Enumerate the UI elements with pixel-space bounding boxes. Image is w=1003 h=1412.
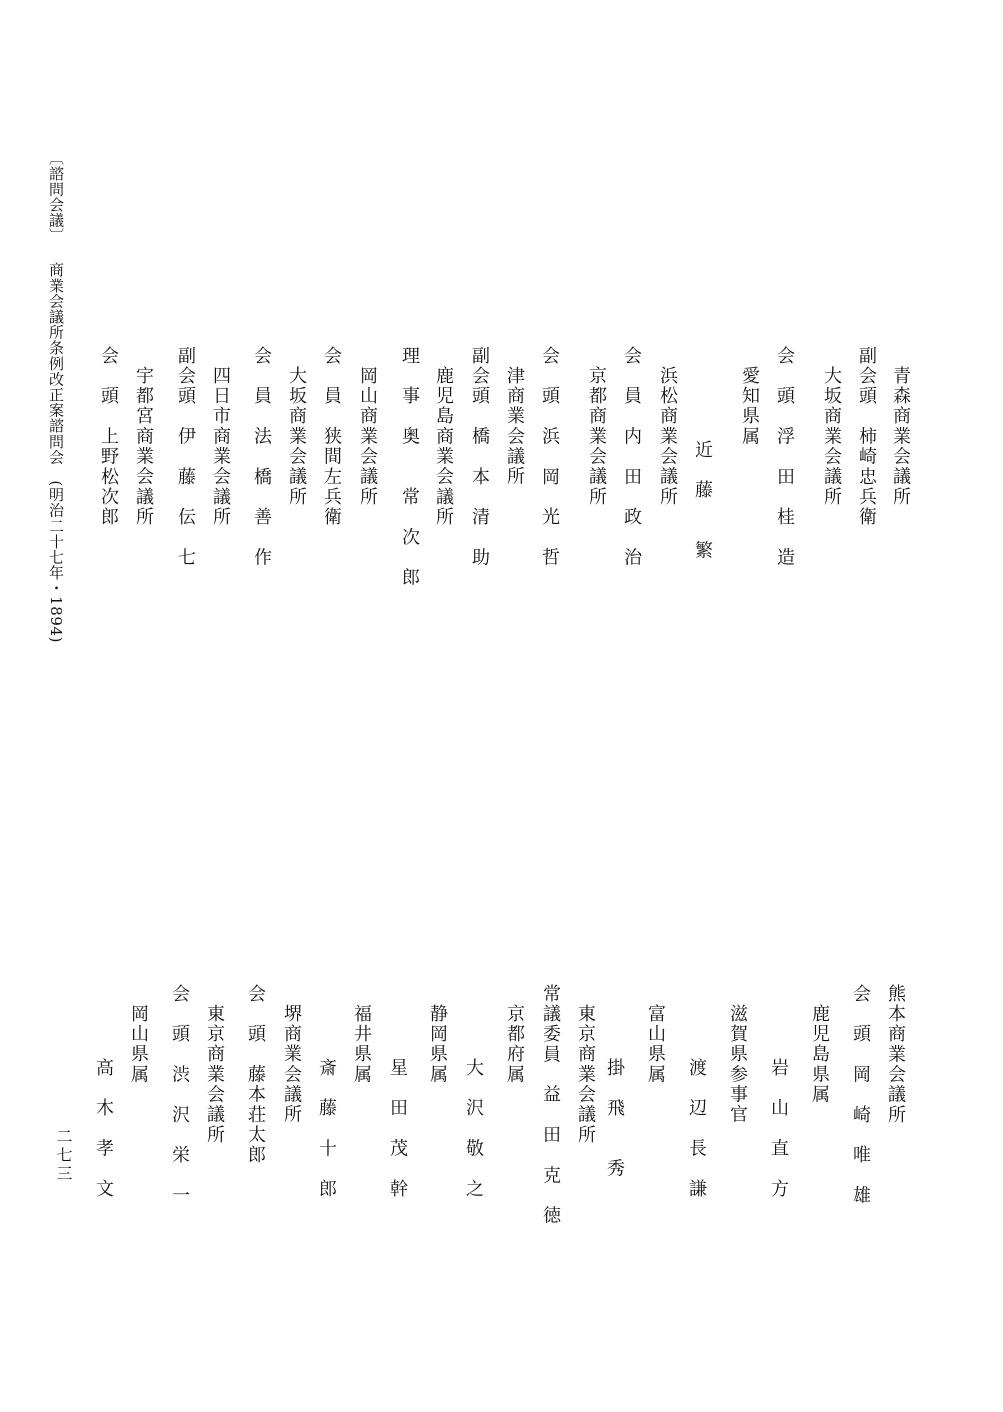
upper-column-14: 理 事 奥 常 次 郎 — [399, 346, 420, 588]
lower-column-6: 渡 辺 長 謙 — [686, 1058, 707, 1200]
upper-column-22: 会 頭 上野松次郎 — [98, 346, 119, 528]
lower-column-12: 大 沢 敬 之 — [463, 1058, 484, 1200]
lower-column-10: 常議委員 益 田 克 徳 — [540, 984, 561, 1226]
lower-column-14: 星 田 茂 幹 — [387, 1058, 408, 1200]
upper-column-9: 京都商業会議所 — [586, 366, 607, 508]
lower-column-11: 京都府属 — [504, 1004, 525, 1085]
upper-column-20: 副会頭 伊 藤 伝 七 — [175, 346, 196, 568]
lower-column-2: 会 頭 岡 崎 唯 雄 — [850, 984, 871, 1206]
lower-column-9: 東京商業会議所 — [575, 1004, 596, 1146]
upper-column-3: 大坂商業会議所 — [821, 366, 842, 508]
upper-column-4: 会 頭 浮 田 桂 造 — [774, 346, 795, 568]
upper-column-17: 大坂商業会議所 — [286, 366, 307, 508]
lower-column-3: 鹿児島県属 — [809, 1004, 830, 1105]
upper-column-13: 鹿児島商業会議所 — [433, 366, 454, 528]
upper-column-1: 青森商業会議所 — [890, 366, 911, 508]
upper-column-12: 副会頭 橋 本 清 助 — [469, 346, 490, 568]
lower-column-16: 斎 藤 十 郎 — [316, 1058, 337, 1200]
lower-column-8: 掛 飛 秀 — [604, 1058, 625, 1179]
upper-column-18: 会 員 法 橋 善 作 — [251, 346, 272, 568]
upper-column-5: 愛知県属 — [739, 366, 760, 447]
lower-column-13: 静岡県属 — [427, 1004, 448, 1085]
lower-column-18: 会 頭 藤本荘太郎 — [245, 984, 266, 1166]
running-title: 商業会議所条例改正案諮問会 (明治二十七年・1894) — [47, 262, 65, 644]
upper-column-16: 会 員 狭間左兵衛 — [321, 346, 342, 528]
lower-column-15: 福井県属 — [351, 1004, 372, 1085]
section-label: 〔諮問会議〕 — [47, 150, 65, 244]
lower-column-21: 岡山県属 — [128, 1004, 149, 1085]
lower-column-7: 富山県属 — [645, 1004, 666, 1085]
lower-column-4: 岩 山 直 方 — [768, 1058, 789, 1200]
lower-column-20: 会 頭 渋 沢 栄 一 — [169, 984, 190, 1206]
upper-column-19: 四日市商業会議所 — [210, 366, 231, 528]
upper-column-10: 会 頭 浜 岡 光 哲 — [539, 346, 560, 568]
upper-column-2: 副会頭 柿崎忠兵衛 — [856, 346, 877, 528]
lower-column-22: 高 木 孝 文 — [93, 1058, 114, 1200]
upper-column-8: 会 員 内 田 政 治 — [621, 346, 642, 568]
upper-column-7: 浜松商業会議所 — [657, 366, 678, 508]
upper-column-21: 宇都宮商業会議所 — [133, 366, 154, 528]
upper-column-15: 岡山商業会議所 — [357, 366, 378, 508]
lower-column-17: 堺商業会議所 — [281, 1004, 302, 1125]
lower-column-1: 熊本商業会議所 — [885, 984, 906, 1126]
upper-column-6: 近 藤 繁 — [692, 440, 713, 561]
upper-column-11: 津商業会議所 — [504, 366, 525, 487]
page-number: 二七三 — [54, 1128, 73, 1184]
lower-column-19: 東京商業会議所 — [204, 1004, 225, 1146]
lower-column-5: 滋賀県参事官 — [727, 1004, 748, 1125]
